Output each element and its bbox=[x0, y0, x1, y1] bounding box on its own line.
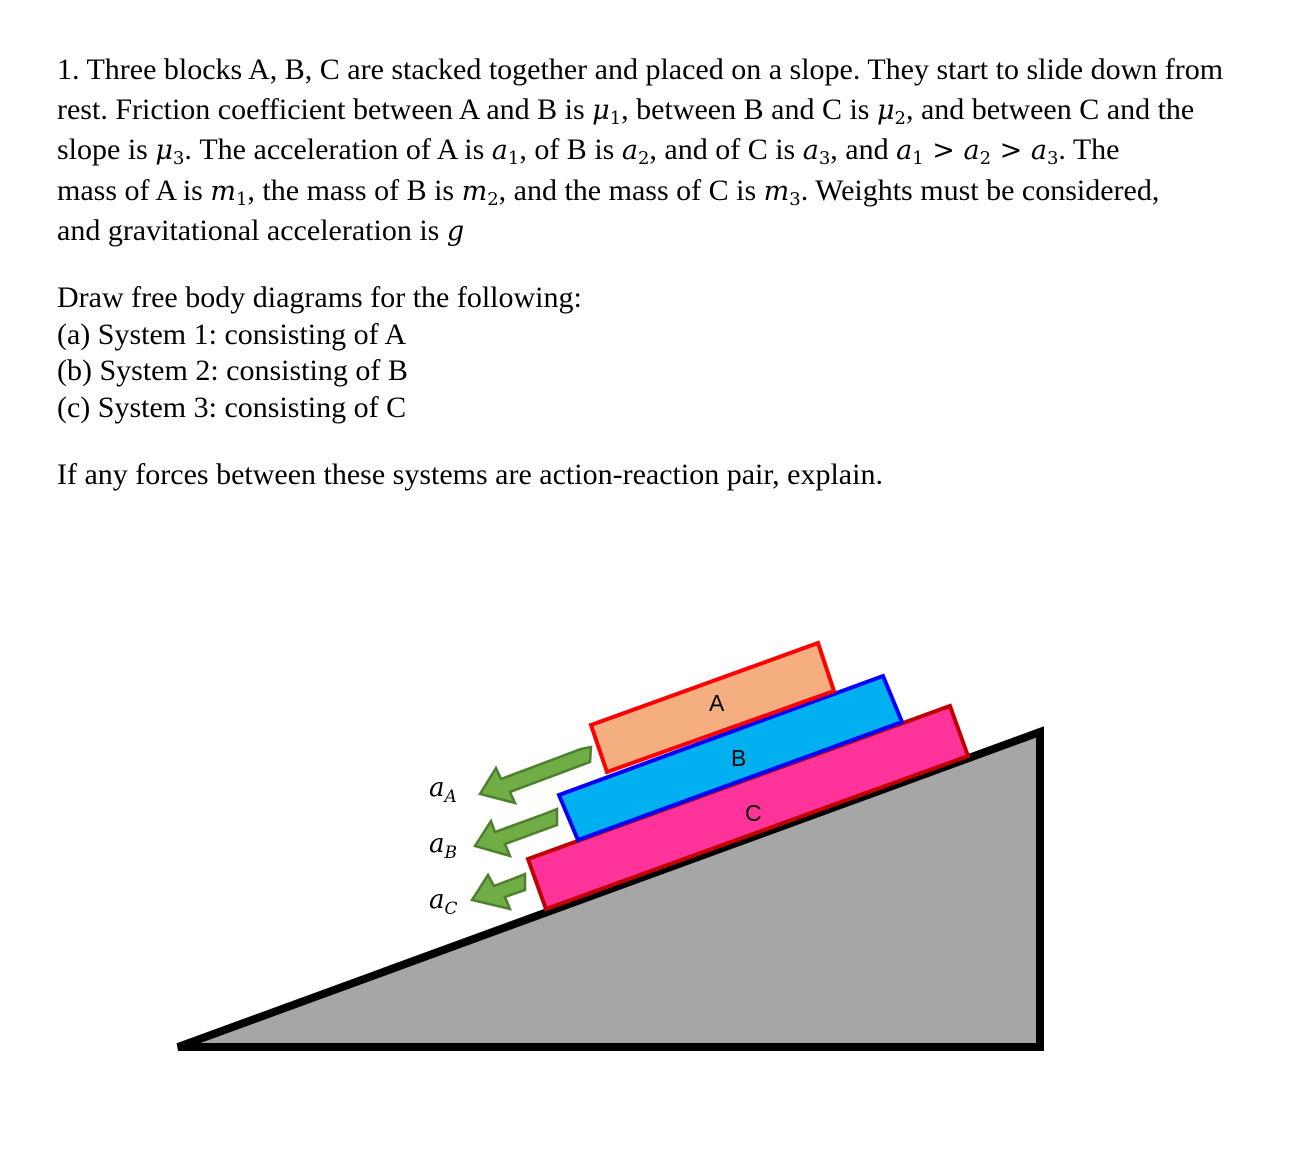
problem-line-5: and gravitational acceleration is g bbox=[57, 214, 465, 247]
acceleration-arrow-c bbox=[472, 874, 525, 909]
problem-line-1: 1. Three blocks A, B, C are stacked together and placed on a slope. They start to slide down from bbox=[57, 53, 1224, 86]
inequality: $a_1 > a_2 > a_3$ bbox=[896, 135, 1059, 169]
a2-symbol: $a_2$ bbox=[621, 135, 650, 169]
instruction-item-a: (a) System 1: consisting of A bbox=[57, 317, 407, 351]
mu1-symbol: $\mu_1$ bbox=[592, 94, 622, 129]
instructions-heading: Draw free body diagrams for the following: bbox=[57, 281, 582, 314]
block-c-label: C bbox=[745, 800, 762, 826]
acceleration-label-a: aA bbox=[429, 773, 457, 807]
followup-question: If any forces between these systems are action-reaction pair, explain. bbox=[57, 458, 883, 491]
m1-symbol: $m_1$ bbox=[210, 175, 248, 210]
m3-symbol: $m_3$ bbox=[763, 175, 801, 210]
problem-line-4: mass of A is $m_1$, the mass of B is $m_2$, and the mass of C is $m_3$. Weights must be considered, bbox=[57, 173, 1160, 210]
instruction-item-b: (b) System 2: consisting of B bbox=[57, 354, 408, 387]
mu2-symbol: $\mu_2$ bbox=[876, 94, 906, 129]
acceleration-label-c: aC bbox=[429, 885, 458, 919]
a3-symbol: $a_3$ bbox=[802, 135, 831, 169]
problem-line-3: slope is $\mu_3$. The acceleration of A is $a_1$, of B is $a_2$, and of C is $a_3$, and $a_1 > a_2 > a_3$. The bbox=[57, 133, 1120, 169]
g-symbol: g bbox=[446, 216, 465, 247]
problem-line-2: rest. Friction coefficient between A and B is $\mu_1$, between B and C is $\mu_2$, and between C and the bbox=[57, 92, 1195, 129]
block-b-label: B bbox=[731, 745, 747, 771]
instruction-item-c: (c) System 3: consisting of C bbox=[57, 390, 407, 424]
block-a-label: A bbox=[709, 690, 725, 716]
acceleration-arrow-b bbox=[475, 809, 557, 856]
acceleration-label-b: aB bbox=[429, 829, 458, 863]
m2-symbol: $m_2$ bbox=[461, 175, 499, 210]
mu3-symbol: $\mu_3$ bbox=[155, 135, 185, 169]
a1-symbol: $a_1$ bbox=[491, 135, 520, 169]
